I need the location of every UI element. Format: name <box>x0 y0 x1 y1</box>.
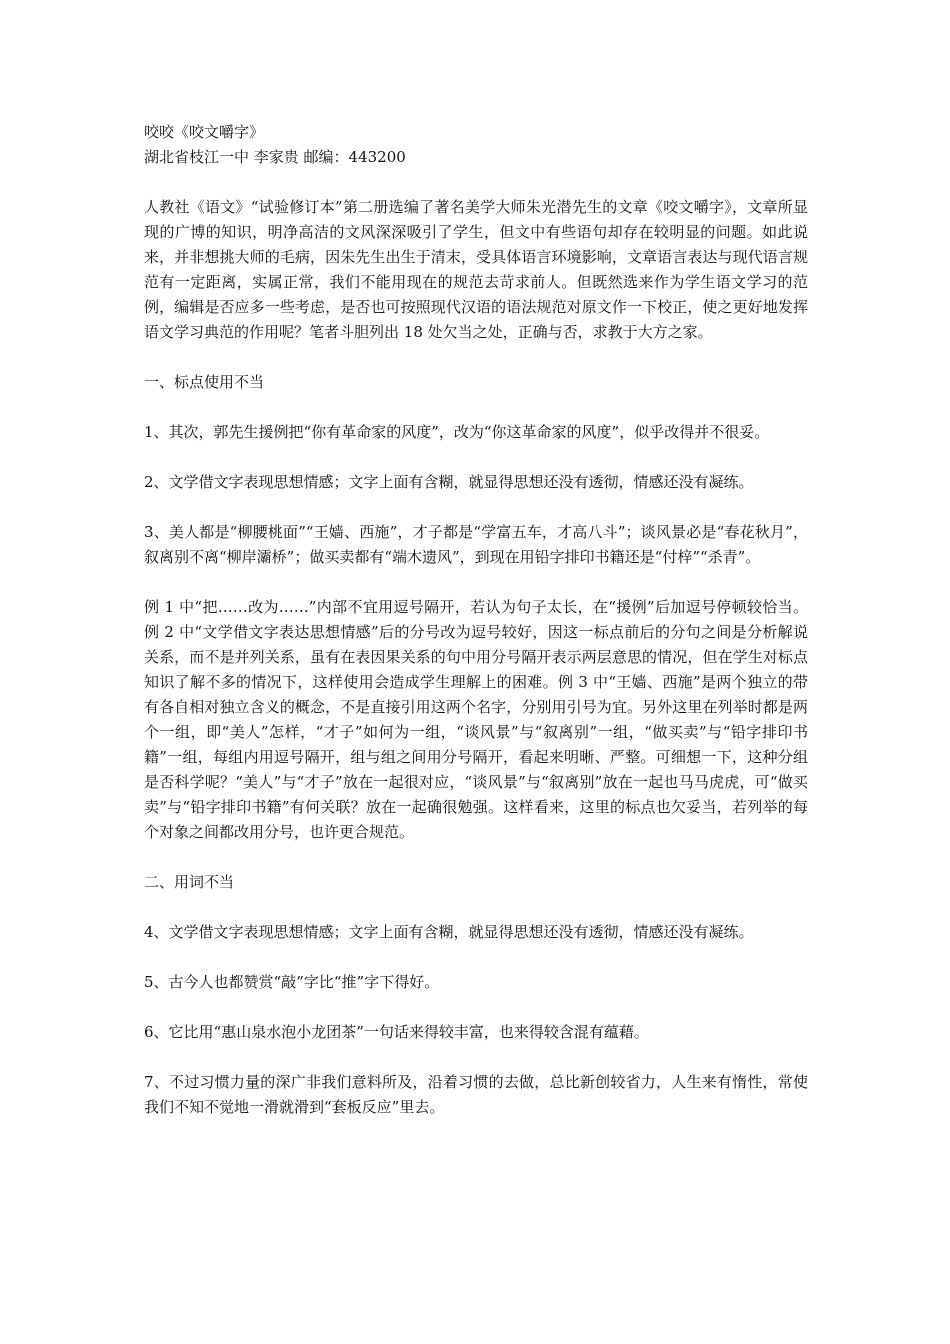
analysis-paragraph: 例 1 中“把……改为……”内部不宜用逗号隔开，若认为句子太长，在“援例”后加逗号停顿较恰当。例 2 中“文学借文字表达思想情感”后的分号改为逗号较好，因这一标点前后的分句之间是分析解说关系，而不是并列关系，虽有在表因果关系的句中用分号隔开表示两层意思的情况，但在学生对标点知识了解不多的情况下，这样使用会造成学生理解上的困难。例 3 中“王嫱、西施”是两个独立的带有各自相对独立含义的概念，不是直接引用这两个名字，分别用引号为宜。另外这里在列举时都是两个一组，即“美人”怎样，“才子”如何为一组，“谈风景”与“叙离别”一组，“做买卖”与“铅字排印书籍”一组，每组内用逗号隔开，组与组之间用分号隔开，看起来明晰、严整。可细想一下，这种分组是否科学呢？“美人”与“才子”放在一起很对应，“谈风景”与“叙离别”放在一起也马马虎虎，可“做买卖”与“铅字排印书籍”有何关联？放在一起确很勉强。这样看来，这里的标点也欠妥当，若列举的每个对象之间都改用分号，也许更合规范。 <box>144 598 808 841</box>
example-item-7: 7、不过习惯力量的深广非我们意料所及，沿着习惯的去做，总比新创较省力，人生来有惰性，常使我们不知不觉地一滑就滑到“套板反应”里去。 <box>144 1073 808 1116</box>
spacer <box>144 345 808 370</box>
spacer <box>144 170 808 195</box>
spacer <box>144 495 808 520</box>
author-byline: 湖北省枝江一中 李家贵 邮编：443200 <box>144 148 406 166</box>
article-title: 咬咬《咬文嚼字》 <box>144 123 265 141</box>
document-page <box>144 120 808 1120</box>
spacer <box>144 895 808 920</box>
spacer <box>144 1045 808 1070</box>
example-item-6: 6、它比用“惠山泉水泡小龙团茶”一句话来得较丰富，也来得较含混有蕴藉。 <box>144 1023 649 1041</box>
example-item-5: 5、古今人也都赞赏“敲”字比“推”字下得好。 <box>144 973 440 991</box>
spacer <box>144 995 808 1020</box>
spacer <box>144 570 808 595</box>
intro-paragraph: 人教社《语文》“试验修订本”第二册选编了著名美学大师朱光潜先生的文章《咬文嚼字》，文章所显现的广博的知识，明净高洁的文风深深吸引了学生，但文中有些语句却存在较明显的问题。如此说来，并非想挑大师的毛病，因朱先生出生于清末，受具体语言环境影响，文章语言表达与现代语言规范有一定距离，实属正常，我们不能用现在的规范去苛求前人。但既然选来作为学生语文学习的范例，编辑是否应多一些考虑，是否也可按照现代汉语的语法规范对原文作一下校正，使之更好地发挥语文学习典范的作用呢？笔者斗胆列出 18 处欠当之处，正确与否，求教于大方之家。 <box>144 198 808 341</box>
example-item-1: 1、其次，郭先生援例把“你有革命家的风度”，改为“你这革命家的风度”，似乎改得并不很妥。 <box>144 423 770 441</box>
example-item-4: 4、文学借文字表现思想情感；文字上面有含糊，就显得思想还没有透彻，情感还没有凝练。 <box>144 923 754 941</box>
spacer <box>144 445 808 470</box>
example-item-2: 2、文学借文字表现思想情感；文字上面有含糊，就显得思想还没有透彻，情感还没有凝练。 <box>144 473 754 491</box>
spacer <box>144 845 808 870</box>
spacer <box>144 395 808 420</box>
spacer <box>144 945 808 970</box>
example-item-3: 3、美人都是“柳腰桃面”“王嫱、西施”，才子都是“学富五车，才高八斗”；谈风景必是“春花秋月”，叙离别不离“柳岸灞桥”；做买卖都有“端木遗风”，到现在用铅字排印书籍还是“付梓”“杀青”。 <box>144 523 808 566</box>
section-heading-word-usage: 二、用词不当 <box>144 873 235 891</box>
section-heading-punctuation: 一、标点使用不当 <box>144 373 265 391</box>
